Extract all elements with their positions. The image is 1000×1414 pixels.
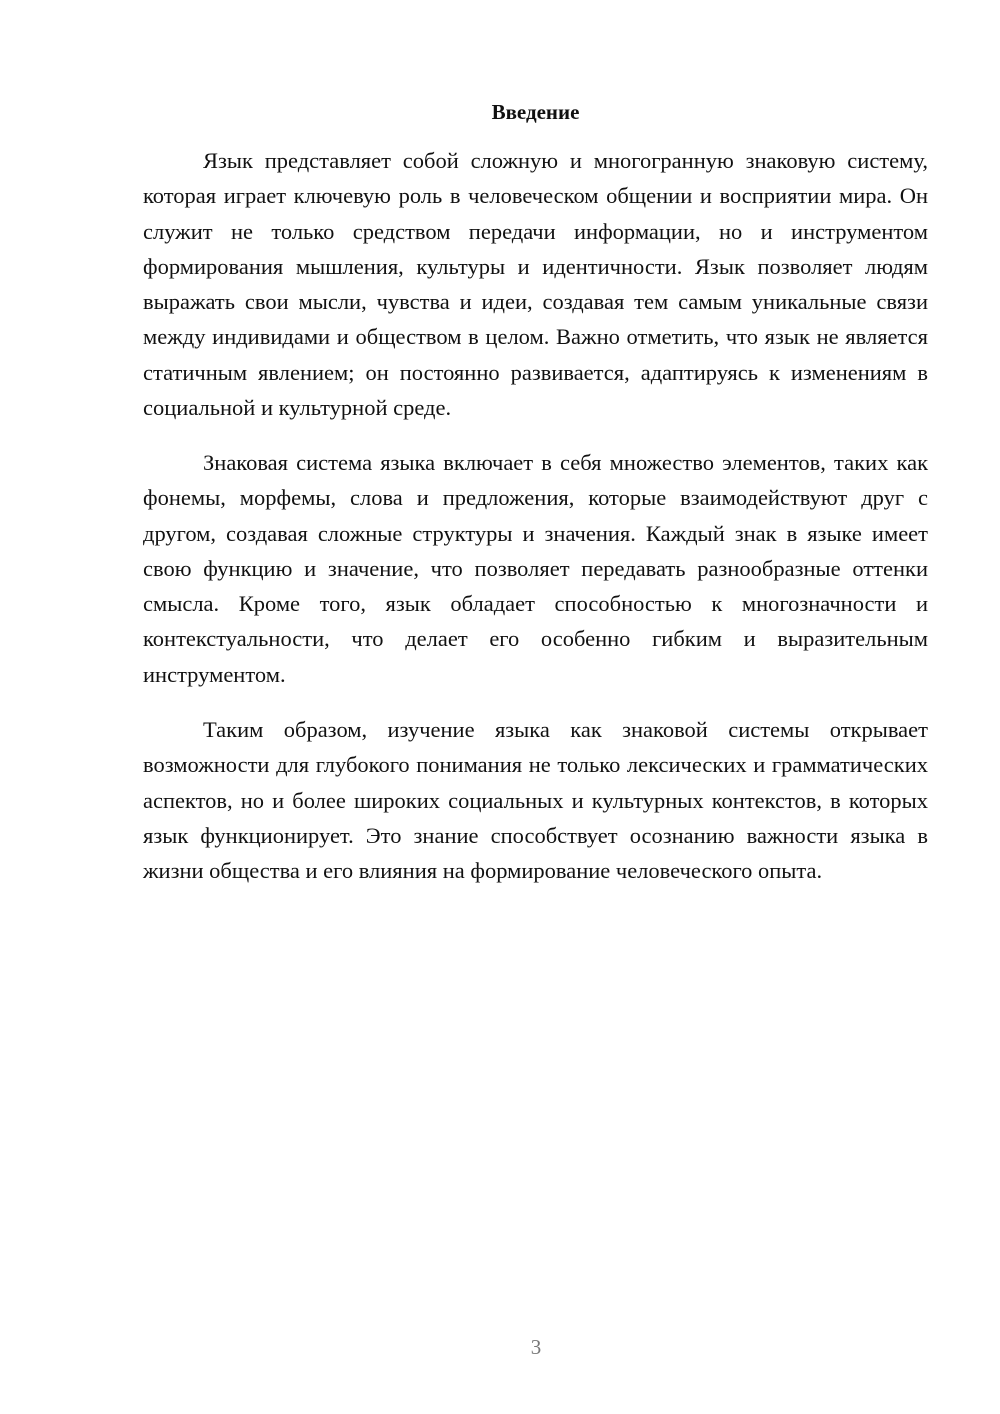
page-number: 3 xyxy=(530,1335,542,1359)
paragraph-1: Язык представляет собой сложную и многогранную знаковую систему, которая играет ключевую роль в человеческом общении и восприятии мира. Он служит не только средством передачи информации, но и инструментом формирования мышления, культуры и идентичности. Язык позволяет людям выражать свои мысли, чувства и идеи, создавая тем самым уникальные связи между индивидами и обществом в целом. Важно отметить, что язык не является статичным явлением; он постоянно развивается, адаптируясь к изменениям в социальной и культурной среде. xyxy=(143,148,928,421)
page-title: Введение xyxy=(491,100,580,124)
paragraph-3: Таким образом, изучение языка как знаковой системы открывает возможности для глубокого понимания не только лексических и грамматических аспектов, но и более широких социальных и культурных контекстов, в которых язык функционирует. Это знание способствует осознанию важности языка в жизни общества и его влияния на формирование человеческого опыта. xyxy=(143,717,928,884)
paragraph-2: Знаковая система языка включает в себя множество элементов, таких как фонемы, морфемы, слова и предложения, которые взаимодействуют друг с другом, создавая сложные структуры и значения. Каждый знак в языке имеет свою функцию и значение, что позволяет передавать разнообразные оттенки смысла. Кроме того, язык обладает способностью к многозначности и контекстуальности, что делает его особенно гибким и выразительным инструментом. xyxy=(143,450,928,687)
